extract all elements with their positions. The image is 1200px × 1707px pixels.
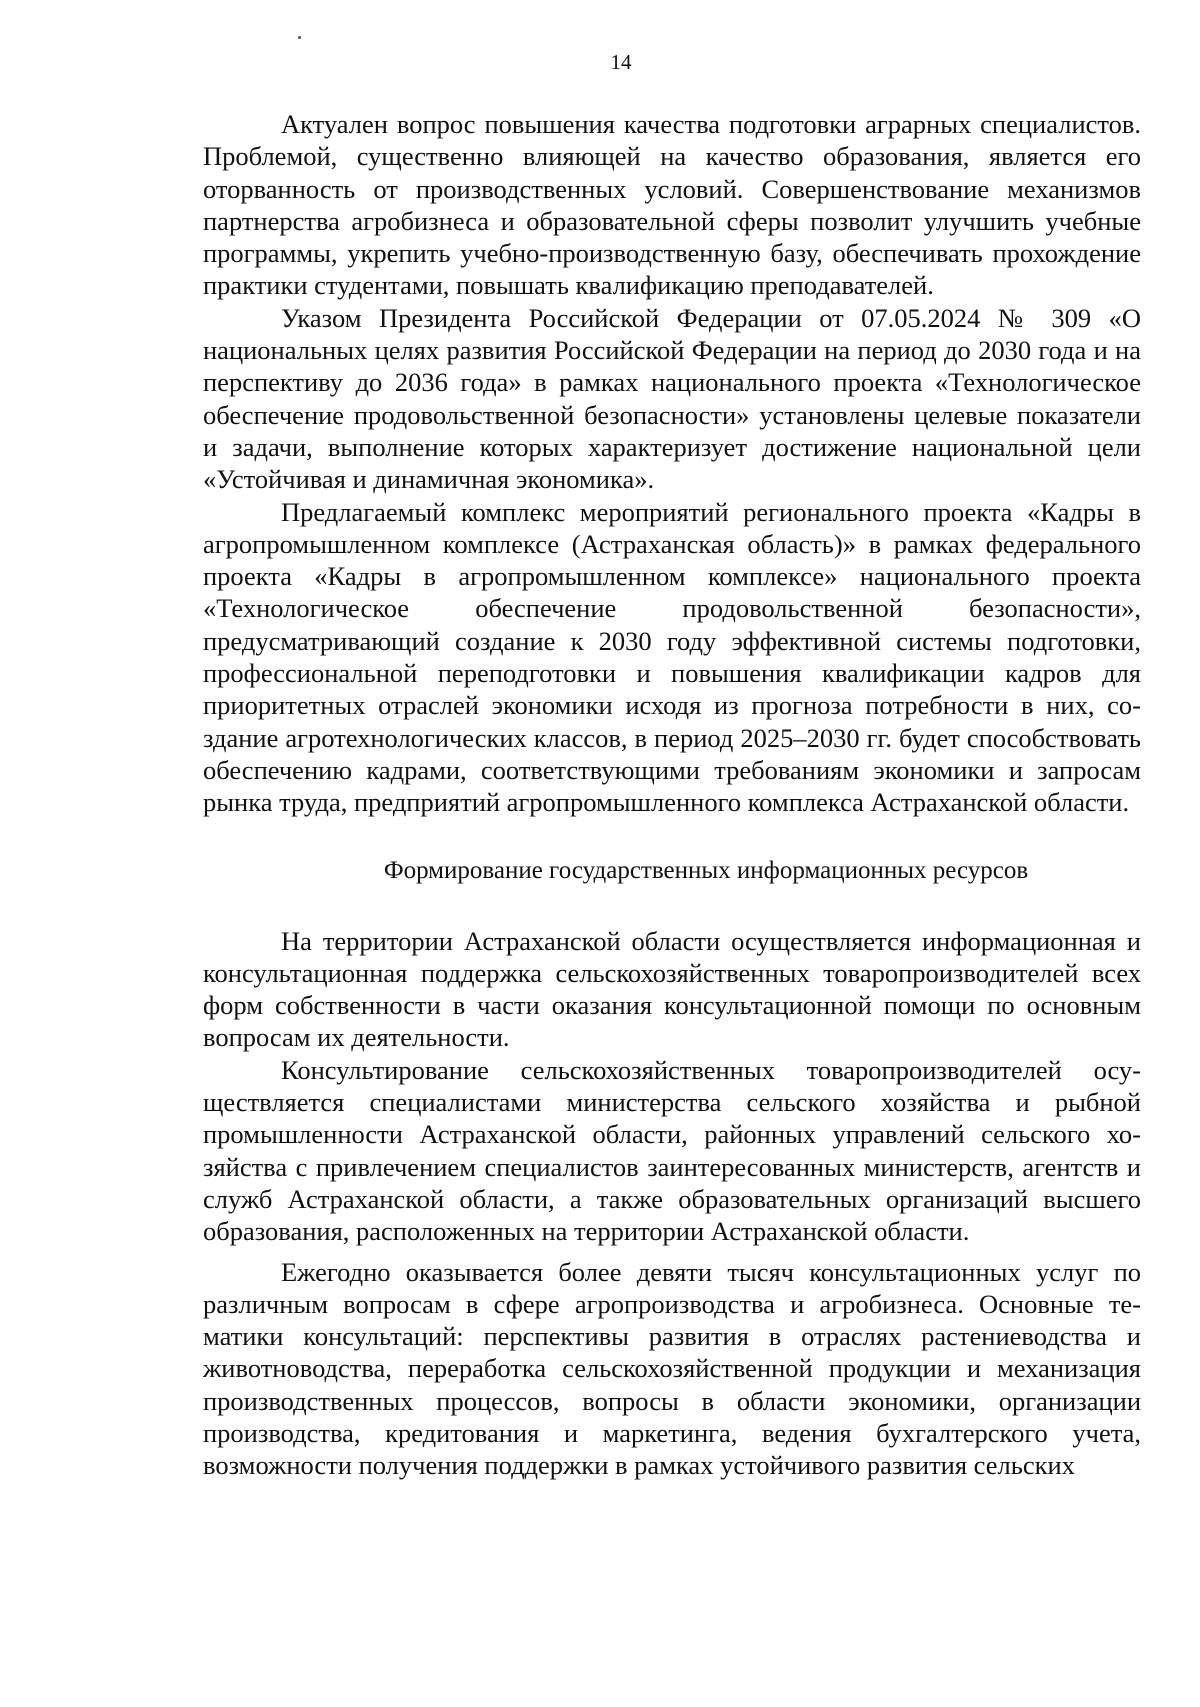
paragraph-annual-consultations: Ежегодно оказывается более девяти тысяч консультационных услуг по различным вопросам в сфере агропроизводства и агробизнеса. Основные тематики консультаций: перспективы развития в отраслях растениеводства и животноводства, переработка сельскохозяйственной продукции и механизация производственных процессов, вопросы в области экономики, организации производства, кредитования и маркетинга, ведения бухгалтерского учета, возможности получения поддержки в рамках устойчивого развития сельских [203, 1256, 1141, 1481]
section-heading: Формирование государственных информационных ресурсов [383, 856, 1029, 884]
paragraph-consulting: Консультирование сельскохозяйственных товаропроизводителей осуществляется специалистами министерства сельского хозяйства и рыбной промышленности Астраханской области, районных управлений сельского хозяйства с привлечением специалистов заинтересованных министерств, агентств и служб Астраханской области, а также образовательных организаций высшего образования, расположенных на территории Астраханской области. [203, 1054, 1141, 1247]
document-body [203, 108, 1141, 1482]
paragraph-presidential-decree: Указом Президента Российской Федерации от 07.05.2024 № 309 «О национальных целях развития Российской Федерации на период до 2030 года и на перспективу до 2036 года» в рамках национального проекта «Технологическое обеспечение продовольственной безопасности» установлены целевые показатели и задачи, выполнение которых характеризует достижение национальной цели «Устойчивая и динамичная экономика». [203, 302, 1141, 495]
page-number: 14 [610, 50, 632, 74]
paragraph-info-support: На территории Астраханской области осуществляется информационная и консультационная поддержка сельскохозяйственных товаропроизводителей всех форм собственности в части оказания консультационной помощи по основным вопросам их деятельности. [203, 925, 1141, 1053]
paragraph-quality-of-training: Актуален вопрос повышения качества подготовки аграрных специалистов. Проблемой, существенно влияющей на качество образования, является его оторванность от производственных условий. Совершенствование механизмов партнерства агробизнеса и образовательной сферы позволит улучшить учебные программы, укрепить учебно-производственную базу, обеспечивать прохождение практики студентами, повышать квалификацию преподавателей. [203, 109, 1141, 301]
scan-speck [298, 36, 301, 39]
paragraph-regional-project: Предлагаемый комплекс мероприятий регионального проекта «Кадры в агропромышленном комплексе (Астраханская область)» в рамках федерального проекта «Кадры в агропромышленном комплексе» национального проекта «Технологическое обеспечение продовольственной безопасности», предусматривающий создание к 2030 году эффективной системы подготовки, профессиональной переподготовки и повышения квалификации кадров для приоритетных отраслей экономики исходя из прогноза потребности в них, создание агротехнологических классов, в период 2025–2030 гг. будет способствовать обеспечению кадрами, соответствующими требованиям экономики и запросам рынка труда, предприятий агропромышленного комплекса Астраханской области. [203, 496, 1141, 818]
